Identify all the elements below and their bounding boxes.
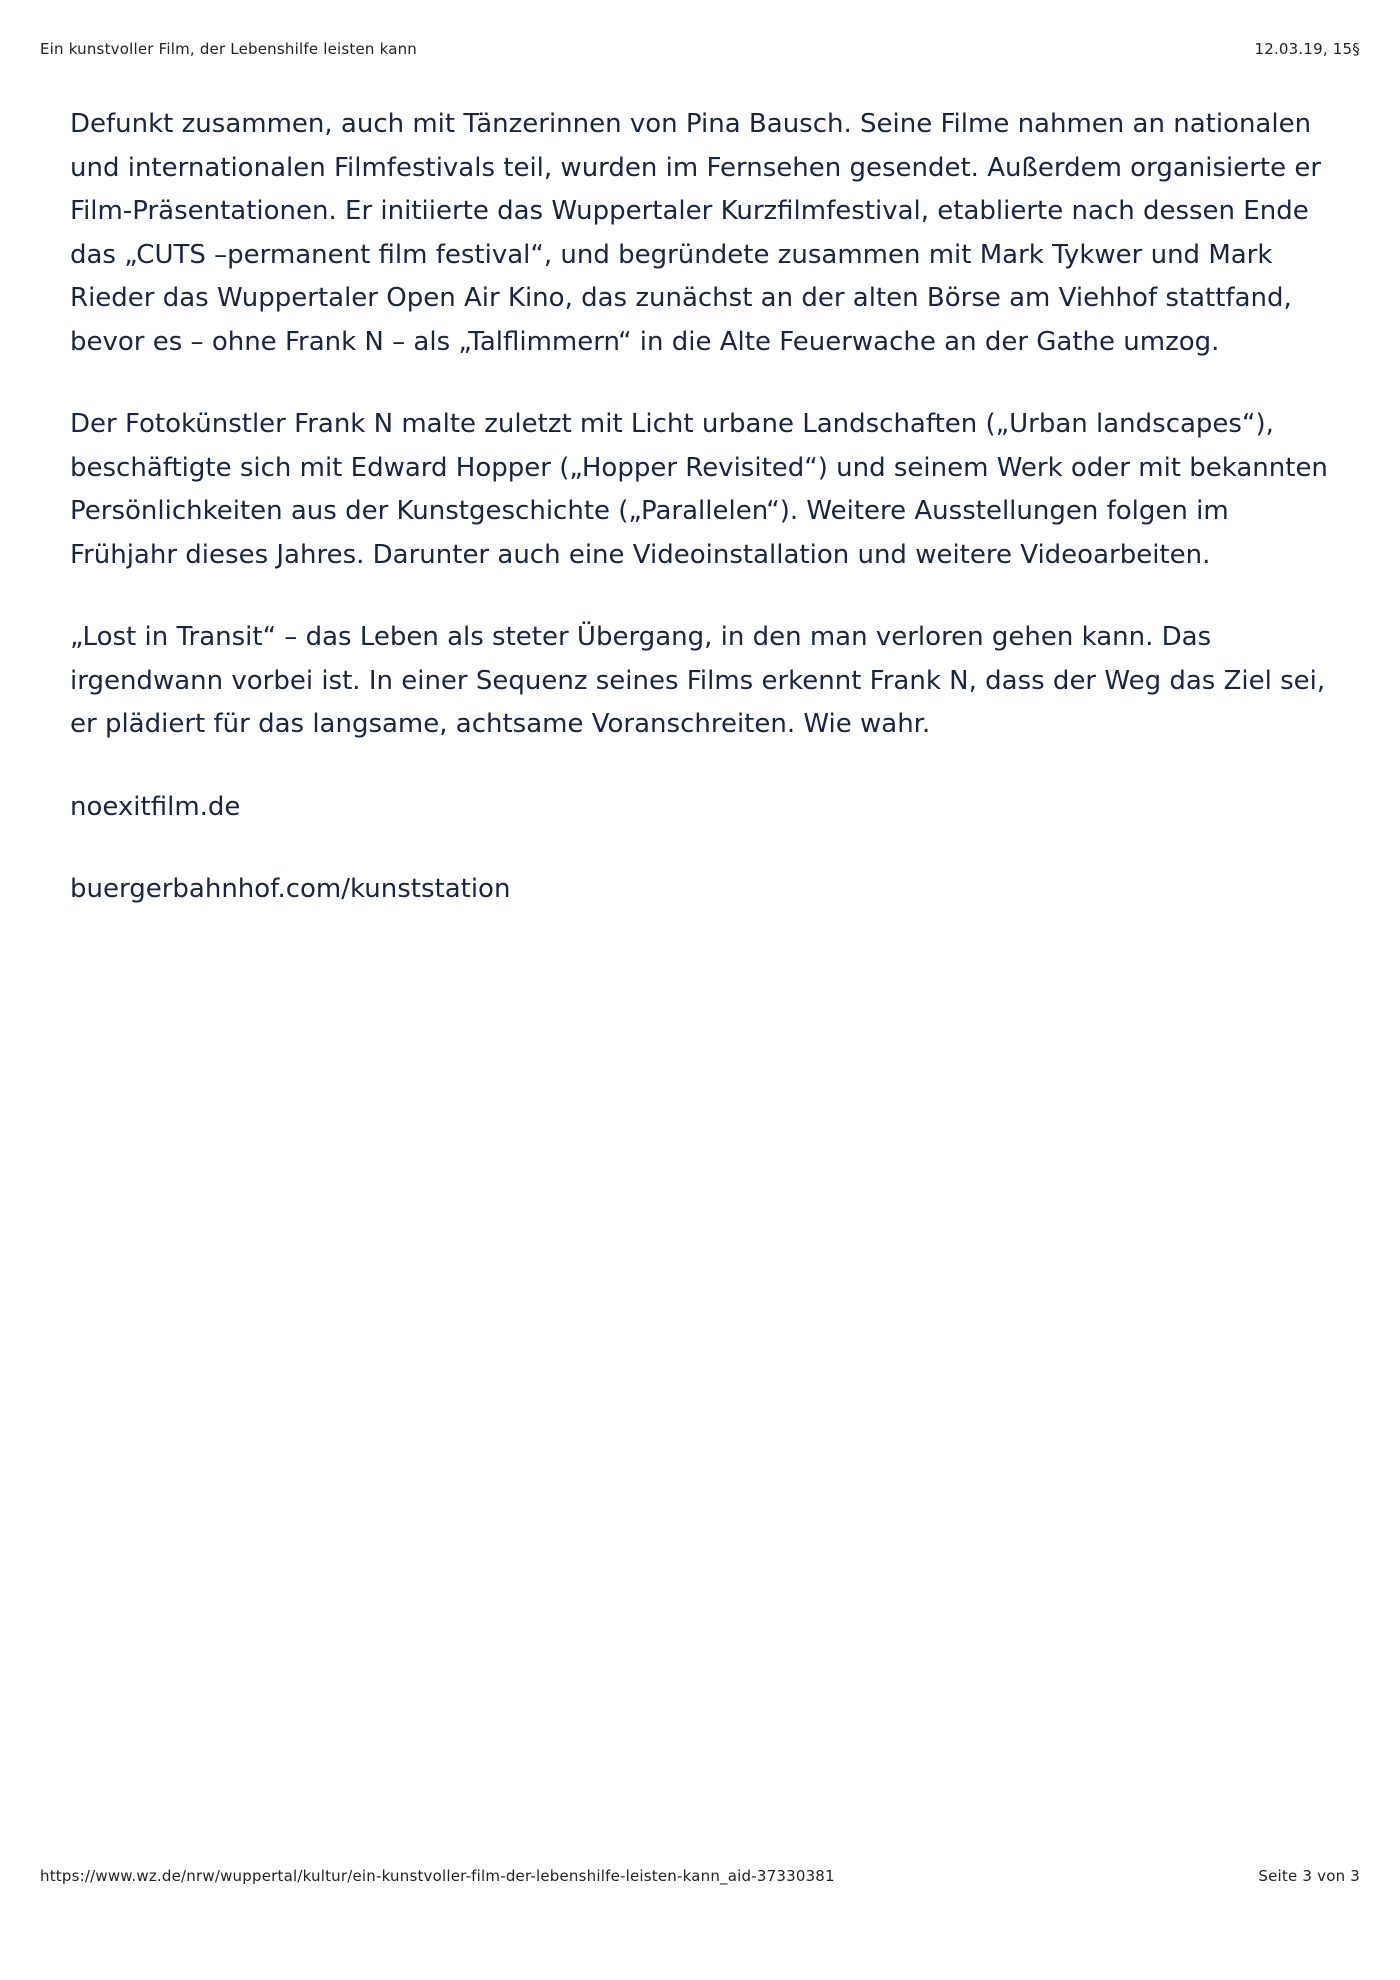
print-footer (40, 1867, 1360, 1889)
page-number: Seite 3 von 3 (1258, 1867, 1360, 1885)
article-body (70, 103, 1340, 951)
print-header (40, 40, 1360, 62)
article-paragraph: Der Fotokünstler Frank N malte zuletzt mit Licht urbane Landschaften („Urban landscapes“), beschäftigte sich mit Edward Hopper („Hopper Revisited“) und seinem Werk oder mit bekannten Persönlichkeiten aus der Kunstgeschichte („Parallelen“). Weitere Ausstellungen folgen im Frühjahr dieses Jahres. Darunter auch eine Videoinstallation und weitere Videoarbeiten. (70, 409, 1328, 570)
link-noexitfilm[interactable]: noexitfilm.de (70, 791, 241, 822)
print-timestamp: 12.03.19, 15§ (1254, 40, 1360, 58)
page-title: Ein kunstvoller Film, der Lebenshilfe leisten kann (40, 40, 418, 58)
article-paragraph: „Lost in Transit“ – das Leben als steter Übergang, in den man verloren gehen kann. Das irgendwann vorbei ist. In einer Sequenz seines Films erkennt Frank N, dass der Weg das Ziel sei, er plädiert für das langsame, achtsame Voranschreiten. Wie wahr. (70, 622, 1326, 739)
link-buergerbahnhof[interactable]: buergerbahnhof.com/kunststation (70, 874, 511, 904)
page-url: https://www.wz.de/nrw/wuppertal/kultur/ein-kunstvoller-film-der-lebenshilfe-leisten-kann_aid-37330381 (40, 1867, 835, 1885)
article-paragraph: Defunkt zusammen, auch mit Tänzerinnen von Pina Bausch. Seine Filme nahmen an nationalen und internationalen Filmfestivals teil, wurden im Fernsehen gesendet. Außerdem organisierte er Film-Präsentationen. Er initiierte das Wuppertaler Kurzfilmfestival, etablierte nach dessen Ende das „CUTS –permanent film festival“, und begründete zusammen mit Mark Tykwer und Mark Rieder das Wuppertaler Open Air Kino, das zunächst an der alten Börse am Viehhof stattfand, bevor es – ohne Frank N – als „Talflimmern“ in die Alte Feuerwache an der Gathe umzog. (70, 109, 1322, 357)
